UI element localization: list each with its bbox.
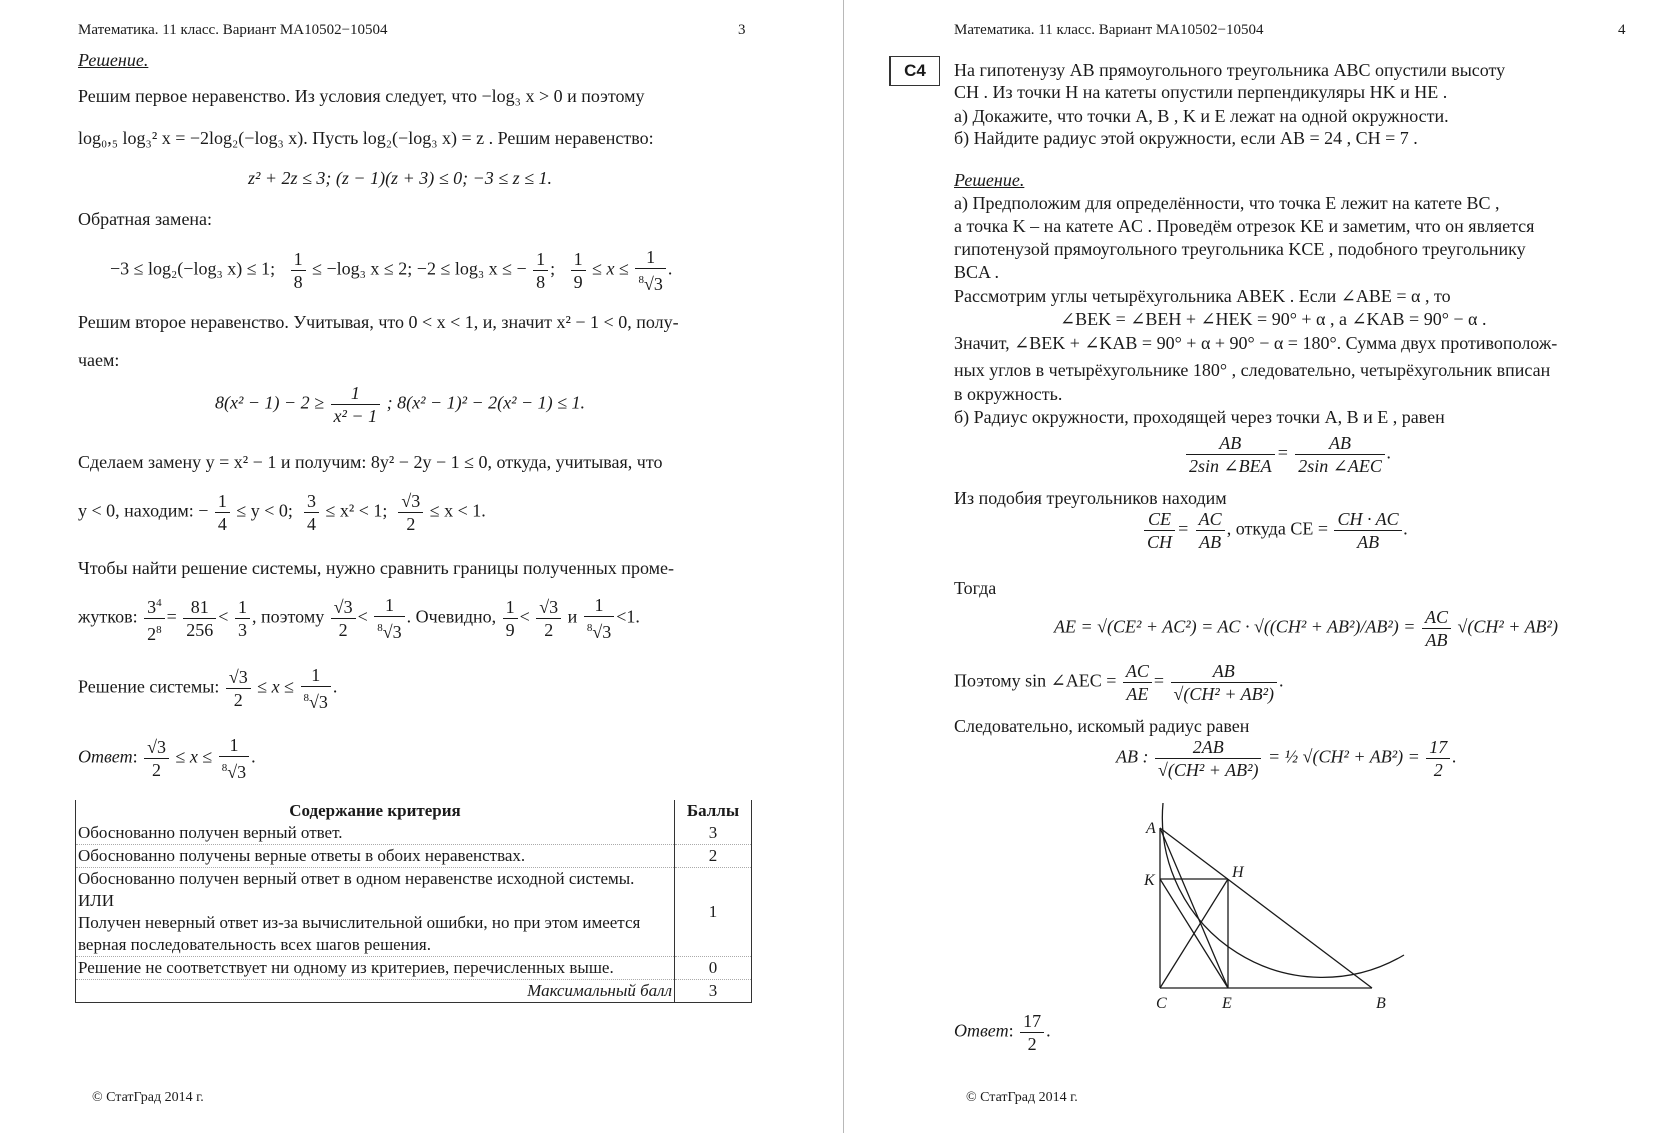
equation: 8(x² − 1) − 2 ≥ $\frac{1}{\text{x² − 1}}$ ; 8(x² − 1)² − 2(x² − 1) ≤ 1.	[215, 383, 586, 426]
equation: жутков: $\frac{3^4}{2^8}$ = $\frac{81}{256}$ < $\frac{1}{3}$ , поэтому $\frac{√3}{2}$ < $\frac{1}{^8√3}$ . Очевидно, $\frac{1}{9}$ < $\frac{√3}{2}$ и $\frac{1}{^8√3}$ <1.	[78, 592, 640, 645]
paragraph: Значит, ∠BEK + ∠KAB = 90° + α + 90° − α = 180°. Сумма двух противополож-	[954, 333, 1558, 353]
equation: z² + 2z ≤ 3; (z − 1)(z + 3) ≤ 0; −3 ≤ z ≤ 1.	[248, 168, 552, 188]
paragraph: Сделаем замену y = x² − 1 и получим: 8y² − 2y − 1 ≤ 0, откуда, учитывая, что	[78, 452, 663, 472]
points-header: Баллы	[675, 800, 752, 822]
label-b: B	[1376, 995, 1386, 1012]
equation: Решение системы: $\frac{√3}{2}$ ≤ x ≤ $\frac{1}{^8√3}$ .	[78, 665, 338, 712]
left-footer: © СтатГрад 2014 г.	[92, 1090, 204, 1105]
task-text: На гипотенузу AB прямоугольного треугольника ABC опустили высоту	[954, 60, 1506, 80]
points-cell: 3	[675, 822, 752, 845]
task-label: C4	[889, 56, 940, 86]
triangle-figure	[1114, 795, 1484, 1020]
paragraph: Обратная замена:	[78, 209, 213, 229]
solution-label: Решение.	[954, 170, 1025, 190]
criteria-cell: Обоснованно получены верные ответы в обоих неравенствах.	[76, 845, 675, 868]
task-text: б) Найдите радиус этой окружности, если AB = 24 , CH = 7 .	[954, 128, 1418, 148]
answer: Ответ: $\frac{√3}{2}$ ≤ x ≤ $\frac{1}{^8√3}$ .	[78, 735, 256, 782]
paragraph: Следовательно, искомый радиус равен	[954, 716, 1250, 736]
label-a: A	[1146, 820, 1156, 837]
right-footer: © СтатГрад 2014 г.	[966, 1090, 1078, 1105]
paragraph: Решим второе неравенство. Учитывая, что 0 < x < 1, и, значит x² − 1 < 0, полу-	[78, 312, 679, 332]
paragraph: Решим первое неравенство. Из условия следует, что −log₃ x > 0 и поэтому	[78, 86, 645, 106]
task-text: CH . Из точки H на катеты опустили перпендикуляры HK и HE .	[954, 82, 1448, 102]
paragraph: а) Предположим для определённости, что точка E лежит на катете BC ,	[954, 193, 1500, 213]
label-h: H	[1232, 864, 1244, 881]
circle-arc	[1162, 803, 1404, 977]
paragraph: ных углов в четырёхугольнике 180° , следовательно, четырёхугольник вписан	[954, 360, 1551, 380]
paragraph: гипотенузой прямоугольного треугольника KCE , подобного треугольнику	[954, 239, 1526, 259]
paragraph: Чтобы найти решение системы, нужно сравнить границы полученных проме-	[78, 558, 674, 578]
right-header-title: Математика. 11 класс. Вариант МА10502−10504	[954, 22, 1264, 38]
criteria-cell: Обоснованно получен верный ответ в одном неравенстве исходной системы. ИЛИ Получен неверный ответ из-за вычислительной ошибки, но при этом имеется верная последовательность всех шагов решения.	[76, 868, 675, 957]
criteria-table	[75, 800, 752, 1003]
paragraph: Из подобия треугольников находим	[954, 488, 1227, 508]
paragraph: log₀,₅ log₃² x = −2log₂(−log₃ x). Пусть log₂(−log₃ x) = z . Решим неравенство:	[78, 128, 654, 148]
criteria-cell: Решение не соответствует ни одному из критериев, перечисленных выше.	[76, 957, 675, 980]
points-cell: 2	[675, 845, 752, 868]
segment-ae	[1160, 828, 1228, 988]
paragraph: BCA .	[954, 262, 1000, 282]
label-e: E	[1222, 995, 1232, 1012]
equation: AE = √(CE² + AC²) = AC · √((CH² + AB²)/AB²) = $\frac{AC}{AB}$ √(CH² + AB²)	[1054, 607, 1558, 650]
criteria-header: Содержание критерия	[289, 801, 461, 820]
equation: $\frac{CE}{CH}$ = $\frac{AC}{AB}$ , откуда CE = $\frac{CH \cdot AC}{AB}$ .	[1142, 508, 1408, 553]
paragraph: Рассмотрим углы четырёхугольника ABEK . Если ∠ABE = α , то	[954, 286, 1451, 306]
max-value: 3	[675, 980, 752, 1003]
equation: Поэтому sin ∠AEC = $\frac{AC}{AE}$ = $\frac{AB}{\text{√(CH² + AB²)}}$ .	[954, 661, 1284, 704]
solution-label: Решение.	[78, 50, 149, 70]
equation: −3 ≤ log₂(−log₃ x) ≤ 1; $\frac{1}{8}$ ≤ −log₃ x ≤ 2; −2 ≤ log₃ x ≤ − $\frac{1}{8}$ ; $\frac{1}{9}$ ≤ x ≤ $\frac{1}{^8√3}$ .	[110, 247, 673, 294]
right-page	[844, 0, 1677, 1133]
hypotenuse-ab	[1160, 828, 1372, 988]
right-header-page: 4	[1618, 22, 1626, 38]
paragraph: б) Радиус окружности, проходящей через точки A, B и E , равен	[954, 407, 1445, 427]
left-header-page: 3	[738, 22, 746, 38]
paragraph: в окружность.	[954, 384, 1063, 404]
left-header-title: Математика. 11 класс. Вариант МА10502−10504	[78, 22, 388, 38]
criteria-cell: Обоснованно получен верный ответ.	[76, 822, 675, 845]
paragraph: ∠BEK = ∠BEH + ∠HEK = 90° + α , а ∠KAB = 90° − α .	[1060, 309, 1487, 329]
equation: AB : $\frac{2AB}{\text{√(CH² + AB²)}}$ = ½ √(CH² + AB²) = $\frac{17}{2}$ .	[1116, 737, 1457, 780]
paragraph: Тогда	[954, 578, 997, 598]
max-label: Максимальный балл	[527, 981, 672, 1000]
task-text: а) Докажите, что точки A, B , K и E лежат на одной окружности.	[954, 106, 1449, 126]
label-k: K	[1144, 872, 1155, 889]
paragraph: а точка K – на катете AC . Проведём отрезок KE и заметим, что он является	[954, 216, 1535, 236]
label-c: C	[1156, 995, 1167, 1012]
points-cell: 0	[675, 957, 752, 980]
paragraph: чаем:	[78, 350, 120, 370]
answer: Ответ: $\frac{17}{2}$ .	[954, 1011, 1051, 1054]
equation: y < 0, находим: − $\frac{1}{4}$ ≤ y < 0; $\frac{3}{4}$ ≤ x² < 1; $\frac{√3}{2}$ ≤ x < 1.	[78, 491, 486, 534]
points-cell: 1	[675, 868, 752, 957]
equation: $\frac{AB}{\text{2sin ∠BEA}}$ = $\frac{AB}{\text{2sin ∠AEC}}$ .	[1184, 432, 1391, 477]
